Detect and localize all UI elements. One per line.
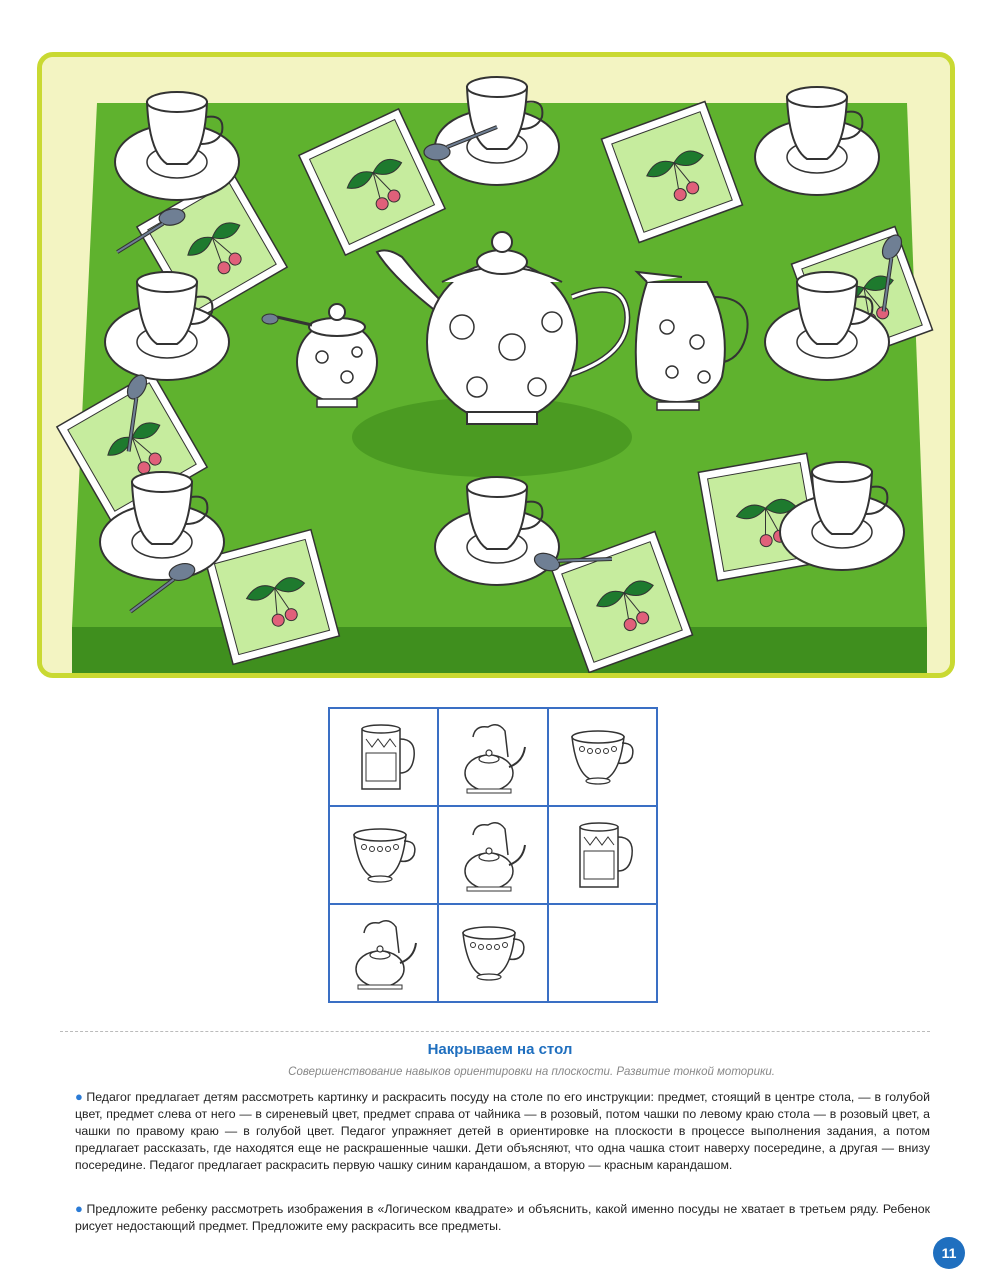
paragraph-2	[75, 1200, 930, 1235]
logic-cell-kettle	[438, 708, 547, 806]
page-number: 11	[933, 1237, 965, 1269]
divider	[60, 1031, 930, 1032]
illustration-frame	[37, 52, 955, 678]
cup-icon	[562, 717, 642, 797]
page-subtitle: Совершенствование навыков ориентировки на плоскости. Развитие тонкой моторики.	[288, 1066, 775, 1078]
kettle-icon	[453, 717, 533, 797]
logic-cell-mug	[329, 708, 438, 806]
kettle-icon	[344, 913, 424, 993]
logic-cell-mug	[548, 806, 657, 904]
bullet-icon: ●	[75, 1089, 84, 1104]
logic-cell-kettle	[438, 806, 547, 904]
paragraph-1-text: Педагог предлагает детям рассмотреть картинку и раскрасить посуду на столе по его инструкции: предмет, стоящий в центре стола, — в голубой цвет, предмет слева от него — в сиреневый цвет, предмет справа от чайника — в розовый, потом чашки по левому краю стола — в розовый цвет, а чашки по правому краю — в голубой цвет. Педагог упражняет детей в ориентировке на плоскости в процессе выполнения задания, а потом предлагает рассказать, где находятся еще не раскрашенные чашки. Дети объясняют, что одна чашка стоит наверху посередине, а другая — внизу посередине. Педагог предлагает раскрасить первую чашку синим карандашом, а вторую — красным карандашом.	[75, 1090, 930, 1172]
mug-icon	[344, 717, 424, 797]
cup-icon	[344, 815, 424, 895]
logic-cell-cup	[548, 708, 657, 806]
logic-cell-cup	[329, 806, 438, 904]
logic-cell-cup	[438, 904, 547, 1002]
table-edge	[72, 627, 927, 673]
logic-cell-empty[interactable]	[548, 904, 657, 1002]
bullet-icon: ●	[75, 1201, 84, 1216]
page-title: Накрываем на стол	[427, 1041, 573, 1058]
table-illustration	[42, 57, 950, 673]
paragraph-2-text: Предложите ребенку рассмотреть изображения в «Логическом квадрате» и объяснить, какой именно посуды не хватает в третьем ряду. Ребенок рисует недостающий предмет. Предложите ему раскрасить все предметы.	[75, 1202, 930, 1233]
logic-cell-kettle	[329, 904, 438, 1002]
kettle-icon	[453, 815, 533, 895]
mug-icon	[562, 815, 642, 895]
cup-icon	[453, 913, 533, 993]
paragraph-1	[75, 1088, 930, 1174]
logic-square	[328, 707, 658, 1003]
